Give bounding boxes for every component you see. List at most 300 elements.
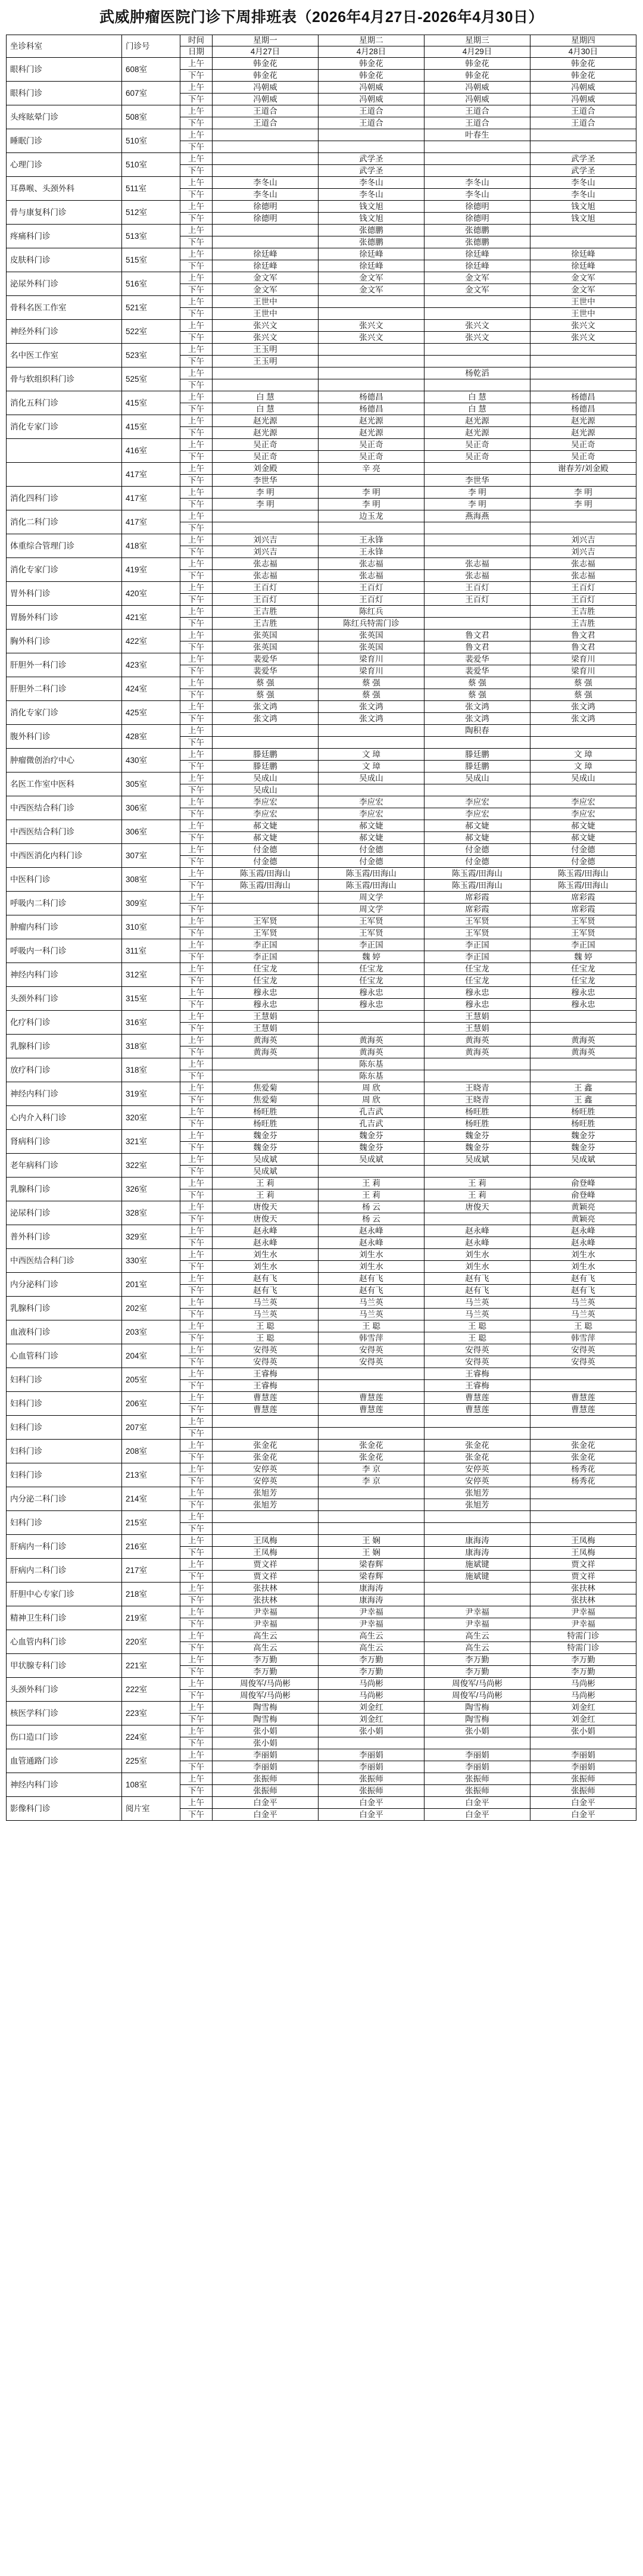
room-number: 224室 — [122, 1725, 180, 1749]
period-pm: 下午 — [180, 1213, 213, 1225]
period-pm: 下午 — [180, 260, 213, 272]
doctor-cell: 赵有飞 — [319, 1285, 424, 1297]
department-name: 核医学科门诊 — [7, 1702, 122, 1725]
doctor-cell: 白金平 — [319, 1797, 424, 1809]
period-am: 上午 — [180, 1225, 213, 1237]
doctor-cell — [530, 379, 636, 391]
doctor-cell: 李正国 — [424, 951, 530, 963]
doctor-cell — [213, 165, 319, 177]
room-number: 415室 — [122, 415, 180, 439]
schedule-row-am — [7, 105, 636, 117]
doctor-cell: 李正国 — [424, 939, 530, 951]
doctor-cell: 王 聪 — [213, 1320, 319, 1332]
doctor-cell: 王军贤 — [530, 927, 636, 939]
doctor-cell: 裴爱华 — [424, 665, 530, 677]
doctor-cell: 王凤梅 — [530, 1547, 636, 1559]
department-name: 妇科门诊 — [7, 1368, 122, 1392]
department-name: 血管通路门诊 — [7, 1749, 122, 1773]
doctor-cell: 蔡 强 — [530, 689, 636, 701]
period-pm: 下午 — [180, 1809, 213, 1821]
doctor-cell — [319, 1368, 424, 1380]
department-name: 头颈外科门诊 — [7, 1678, 122, 1702]
room-number: 417室 — [122, 487, 180, 510]
doctor-cell: 王世中 — [530, 296, 636, 308]
doctor-cell: 安得英 — [530, 1344, 636, 1356]
doctor-cell: 燕海燕 — [424, 510, 530, 522]
doctor-cell: 张英国 — [213, 641, 319, 653]
doctor-cell: 王军贤 — [424, 927, 530, 939]
period-am: 上午 — [180, 1273, 213, 1285]
room-number: 214室 — [122, 1487, 180, 1511]
doctor-cell: 张振师 — [213, 1773, 319, 1785]
period-am: 上午 — [180, 987, 213, 999]
period-pm: 下午 — [180, 284, 213, 296]
period-pm: 下午 — [180, 1547, 213, 1559]
doctor-cell: 康海涛 — [319, 1594, 424, 1606]
doctor-cell: 张文鸿 — [319, 713, 424, 725]
doctor-cell: 赵永峰 — [319, 1237, 424, 1249]
doctor-cell: 李丽娟 — [424, 1749, 530, 1761]
doctor-cell: 李冬山 — [424, 177, 530, 189]
doctor-cell: 王 聪 — [424, 1332, 530, 1344]
department-name: 老年病科门诊 — [7, 1154, 122, 1178]
doctor-cell: 杨秀花 — [530, 1463, 636, 1475]
doctor-cell: 张德鹏 — [424, 236, 530, 248]
doctor-cell: 赵永峰 — [424, 1237, 530, 1249]
doctor-cell: 徐廷峰 — [530, 260, 636, 272]
period-pm: 下午 — [180, 832, 213, 844]
doctor-cell: 赵有飞 — [213, 1273, 319, 1285]
doctor-cell: 陈玉霞/田海山 — [319, 880, 424, 892]
period-am: 上午 — [180, 248, 213, 260]
doctor-cell: 钱文旭 — [319, 213, 424, 225]
schedule-row-am — [7, 415, 636, 427]
doctor-cell: 周文学 — [319, 892, 424, 904]
department-name: 神经外科门诊 — [7, 320, 122, 344]
doctor-cell: 任宝龙 — [424, 963, 530, 975]
doctor-cell: 张文鸿 — [319, 701, 424, 713]
schedule-row-am — [7, 701, 636, 713]
period-am: 上午 — [180, 582, 213, 594]
period-am: 上午 — [180, 1487, 213, 1499]
doctor-cell: 韩金花 — [213, 58, 319, 70]
period-pm: 下午 — [180, 1642, 213, 1654]
doctor-cell: 杨旺胜 — [213, 1106, 319, 1118]
period-am: 上午 — [180, 1725, 213, 1737]
doctor-cell: 徐廷峰 — [424, 260, 530, 272]
period-pm: 下午 — [180, 689, 213, 701]
doctor-cell: 王百灯 — [424, 582, 530, 594]
doctor-cell — [213, 737, 319, 749]
period-am: 上午 — [180, 1058, 213, 1070]
doctor-cell: 魏金芬 — [530, 1142, 636, 1154]
room-number: 312室 — [122, 963, 180, 987]
period-am: 上午 — [180, 272, 213, 284]
doctor-cell — [530, 356, 636, 367]
doctor-cell: 贾文祥 — [530, 1559, 636, 1571]
department-name: 呼吸内二科门诊 — [7, 892, 122, 915]
doctor-cell: 刘生水 — [530, 1261, 636, 1273]
doctor-cell: 王 娴 — [319, 1547, 424, 1559]
doctor-cell: 李应宏 — [213, 796, 319, 808]
schedule-row-am — [7, 248, 636, 260]
doctor-cell: 王道合 — [319, 117, 424, 129]
doctor-cell: 赵永峰 — [213, 1237, 319, 1249]
department-name: 乳腺科门诊 — [7, 1035, 122, 1058]
doctor-cell: 曹慧莲 — [530, 1404, 636, 1416]
doctor-cell: 李万勤 — [424, 1654, 530, 1666]
doctor-cell: 赵永峰 — [213, 1225, 319, 1237]
doctor-cell: 王道合 — [530, 105, 636, 117]
room-number: 608室 — [122, 58, 180, 82]
doctor-cell: 陶雪梅 — [424, 1714, 530, 1725]
doctor-cell — [530, 510, 636, 522]
doctor-cell: 张金花 — [424, 1451, 530, 1463]
room-number: 309室 — [122, 892, 180, 915]
department-name: 皮肤科门诊 — [7, 248, 122, 272]
doctor-cell: 李丽娟 — [530, 1761, 636, 1773]
doctor-cell: 刘兴吉 — [530, 534, 636, 546]
room-number: 319室 — [122, 1082, 180, 1106]
doctor-cell: 穆永忠 — [424, 987, 530, 999]
doctor-cell: 王军贤 — [319, 915, 424, 927]
doctor-cell: 魏金芬 — [319, 1142, 424, 1154]
room-number: 216室 — [122, 1535, 180, 1559]
doctor-cell: 辛 亮 — [319, 463, 424, 475]
doctor-cell — [530, 1737, 636, 1749]
department-name: 消化专家门诊 — [7, 701, 122, 725]
doctor-cell: 康海涛 — [424, 1547, 530, 1559]
doctor-cell — [319, 725, 424, 737]
doctor-cell: 张扶林 — [213, 1583, 319, 1594]
doctor-cell: 陈玉霞/田海山 — [424, 880, 530, 892]
doctor-cell — [424, 534, 530, 546]
schedule-row-am — [7, 367, 636, 379]
doctor-cell — [213, 129, 319, 141]
doctor-cell: 安停英 — [213, 1475, 319, 1487]
doctor-cell: 尹幸福 — [213, 1606, 319, 1618]
doctor-cell: 冯朝威 — [213, 82, 319, 94]
period-pm: 下午 — [180, 165, 213, 177]
department-name: 眼科门诊 — [7, 82, 122, 105]
header-date: 日期 — [180, 46, 213, 58]
doctor-cell: 李应宏 — [424, 796, 530, 808]
doctor-cell: 冯朝威 — [530, 82, 636, 94]
doctor-cell: 付金德 — [213, 844, 319, 856]
doctor-cell: 曹慧莲 — [530, 1392, 636, 1404]
schedule-row-am — [7, 606, 636, 618]
doctor-cell: 赵光源 — [424, 415, 530, 427]
room-number: 421室 — [122, 606, 180, 630]
doctor-cell: 蔡 强 — [424, 689, 530, 701]
doctor-cell: 梁育川 — [319, 653, 424, 665]
period-am: 上午 — [180, 510, 213, 522]
schedule-row-am — [7, 582, 636, 594]
schedule-row-am — [7, 653, 636, 665]
header-time: 时间 — [180, 35, 213, 46]
doctor-cell: 周俊军/马尚彬 — [213, 1678, 319, 1690]
doctor-cell: 任宝龙 — [213, 963, 319, 975]
room-number: 219室 — [122, 1606, 180, 1630]
doctor-cell: 白金平 — [530, 1809, 636, 1821]
doctor-cell: 陈玉霞/田海山 — [530, 880, 636, 892]
period-am: 上午 — [180, 939, 213, 951]
doctor-cell: 曹慧莲 — [213, 1404, 319, 1416]
doctor-cell: 张小娟 — [213, 1725, 319, 1737]
department-name: 肾病科门诊 — [7, 1130, 122, 1154]
schedule-row-am — [7, 1511, 636, 1523]
doctor-cell: 李冬山 — [319, 189, 424, 201]
room-number: 221室 — [122, 1654, 180, 1678]
schedule-row-am — [7, 487, 636, 499]
doctor-cell: 付金德 — [319, 844, 424, 856]
period-pm: 下午 — [180, 1261, 213, 1273]
period-am: 上午 — [180, 129, 213, 141]
doctor-cell: 张文鸿 — [530, 713, 636, 725]
doctor-cell: 王 鑫 — [530, 1082, 636, 1094]
department-name: 妇科门诊 — [7, 1511, 122, 1535]
doctor-cell: 金文军 — [213, 272, 319, 284]
department-name: 消化五科门诊 — [7, 391, 122, 415]
doctor-cell: 赵光源 — [319, 427, 424, 439]
period-am: 上午 — [180, 367, 213, 379]
period-pm: 下午 — [180, 1166, 213, 1178]
doctor-cell: 穆永忠 — [530, 987, 636, 999]
doctor-cell: 魏 婷 — [530, 951, 636, 963]
doctor-cell: 李世华 — [424, 475, 530, 487]
department-name: 心血管内科门诊 — [7, 1630, 122, 1654]
room-number: 108室 — [122, 1773, 180, 1797]
department-name: 乳腺科门诊 — [7, 1178, 122, 1201]
doctor-cell: 张兴文 — [424, 320, 530, 332]
doctor-cell — [530, 367, 636, 379]
doctor-cell: 赵光源 — [530, 427, 636, 439]
period-pm: 下午 — [180, 761, 213, 773]
doctor-cell: 王 娴 — [319, 1535, 424, 1547]
doctor-cell: 吴成斌 — [213, 1154, 319, 1166]
period-am: 上午 — [180, 1035, 213, 1046]
doctor-cell: 马尚彬 — [530, 1690, 636, 1702]
doctor-cell — [319, 1428, 424, 1440]
period-pm: 下午 — [180, 1046, 213, 1058]
period-am: 上午 — [180, 1011, 213, 1023]
doctor-cell: 康海涛 — [319, 1583, 424, 1594]
doctor-cell: 王 莉 — [319, 1178, 424, 1189]
doctor-cell: 张扶林 — [213, 1594, 319, 1606]
doctor-cell: 吴成斌 — [319, 1154, 424, 1166]
doctor-cell: 冯朝威 — [530, 94, 636, 105]
doctor-cell: 王慧娟 — [213, 1023, 319, 1035]
doctor-cell: 付金德 — [530, 856, 636, 868]
period-pm: 下午 — [180, 117, 213, 129]
doctor-cell: 杨旺胜 — [213, 1118, 319, 1130]
period-pm: 下午 — [180, 927, 213, 939]
doctor-cell: 魏金芬 — [213, 1130, 319, 1142]
room-number: 329室 — [122, 1225, 180, 1249]
schedule-row-am — [7, 773, 636, 784]
period-pm: 下午 — [180, 665, 213, 677]
doctor-cell: 周 欣 — [319, 1094, 424, 1106]
room-number: 阅片室 — [122, 1797, 180, 1821]
department-name: 肿瘤微创治疗中心 — [7, 749, 122, 773]
room-number: 218室 — [122, 1583, 180, 1606]
doctor-cell — [319, 1380, 424, 1392]
room-number: 207室 — [122, 1416, 180, 1440]
period-pm: 下午 — [180, 618, 213, 630]
doctor-cell — [319, 379, 424, 391]
doctor-cell — [213, 1523, 319, 1535]
doctor-cell: 张扶林 — [530, 1583, 636, 1594]
doctor-cell: 刘金红 — [530, 1714, 636, 1725]
schedule-row-am — [7, 844, 636, 856]
period-am: 上午 — [180, 1154, 213, 1166]
doctor-cell: 王百灯 — [424, 594, 530, 606]
doctor-cell: 裴爱华 — [213, 665, 319, 677]
doctor-cell: 蔡 强 — [213, 677, 319, 689]
doctor-cell: 李丽娟 — [424, 1761, 530, 1773]
doctor-cell: 王睿梅 — [424, 1380, 530, 1392]
period-pm: 下午 — [180, 1475, 213, 1487]
room-number: 416室 — [122, 439, 180, 463]
doctor-cell: 王 聪 — [530, 1320, 636, 1332]
department-name: 神经内科门诊 — [7, 1773, 122, 1797]
doctor-cell: 李 京 — [319, 1475, 424, 1487]
doctor-cell: 曹慧莲 — [319, 1392, 424, 1404]
doctor-cell — [213, 367, 319, 379]
doctor-cell: 吴成斌 — [213, 1166, 319, 1178]
doctor-cell: 武学圣 — [530, 153, 636, 165]
room-number: 516室 — [122, 272, 180, 296]
doctor-cell: 王军贤 — [424, 915, 530, 927]
room-number: 322室 — [122, 1154, 180, 1178]
department-name: 心理门诊 — [7, 153, 122, 177]
schedule-row-am — [7, 1011, 636, 1023]
doctor-cell: 王凤梅 — [530, 1535, 636, 1547]
doctor-cell: 尹幸福 — [424, 1606, 530, 1618]
department-name: 中西医结合科门诊 — [7, 1249, 122, 1273]
doctor-cell — [424, 1166, 530, 1178]
department-name: 头疼眩晕门诊 — [7, 105, 122, 129]
room-number: 328室 — [122, 1201, 180, 1225]
doctor-cell — [319, 1011, 424, 1023]
doctor-cell: 赵有飞 — [530, 1285, 636, 1297]
period-am: 上午 — [180, 1749, 213, 1761]
room-number: 420室 — [122, 582, 180, 606]
doctor-cell: 王吉胜 — [213, 618, 319, 630]
doctor-cell: 李应宏 — [424, 808, 530, 820]
doctor-cell — [424, 546, 530, 558]
period-am: 上午 — [180, 391, 213, 403]
doctor-cell: 张金花 — [319, 1451, 424, 1463]
doctor-cell: 陶雪梅 — [213, 1702, 319, 1714]
department-name: 胃外科门诊 — [7, 582, 122, 606]
department-name: 心内介入科门诊 — [7, 1106, 122, 1130]
doctor-cell: 尹幸福 — [530, 1618, 636, 1630]
schedule-row-am — [7, 1201, 636, 1213]
doctor-cell: 吴成斌 — [530, 1154, 636, 1166]
period-pm: 下午 — [180, 1356, 213, 1368]
doctor-cell — [319, 784, 424, 796]
department-name: 血液科门诊 — [7, 1320, 122, 1344]
doctor-cell: 焦爱菊 — [213, 1082, 319, 1094]
doctor-cell: 王 聪 — [213, 1332, 319, 1344]
doctor-cell: 金文军 — [213, 284, 319, 296]
period-pm: 下午 — [180, 1070, 213, 1082]
doctor-cell: 张小娟 — [319, 1725, 424, 1737]
schedule-row-am — [7, 344, 636, 356]
department-name: 骨科名医工作室 — [7, 296, 122, 320]
doctor-cell — [530, 1523, 636, 1535]
period-am: 上午 — [180, 606, 213, 618]
doctor-cell: 金文军 — [319, 272, 424, 284]
doctor-cell: 李 明 — [530, 499, 636, 510]
doctor-cell: 郝文婕 — [319, 832, 424, 844]
doctor-cell: 张金花 — [213, 1451, 319, 1463]
doctor-cell: 李冬山 — [319, 177, 424, 189]
doctor-cell: 赵光源 — [319, 415, 424, 427]
schedule-row-am — [7, 677, 636, 689]
period-pm: 下午 — [180, 308, 213, 320]
doctor-cell: 武学圣 — [319, 165, 424, 177]
period-pm: 下午 — [180, 1118, 213, 1130]
schedule-row-am — [7, 534, 636, 546]
doctor-cell: 李丽娟 — [530, 1749, 636, 1761]
doctor-cell: 王军贤 — [319, 927, 424, 939]
doctor-cell: 蔡 强 — [213, 689, 319, 701]
doctor-cell: 刘生水 — [319, 1249, 424, 1261]
schedule-row-am — [7, 153, 636, 165]
period-am: 上午 — [180, 1368, 213, 1380]
room-number: 316室 — [122, 1011, 180, 1035]
doctor-cell: 徐廷峰 — [319, 260, 424, 272]
doctor-cell: 李丽娟 — [319, 1761, 424, 1773]
period-am: 上午 — [180, 630, 213, 641]
doctor-cell: 杨旺胜 — [530, 1118, 636, 1130]
department-name: 心血管科门诊 — [7, 1344, 122, 1368]
doctor-cell — [213, 141, 319, 153]
doctor-cell: 张德鹏 — [319, 225, 424, 236]
doctor-cell: 叶春生 — [424, 129, 530, 141]
doctor-cell: 张小娟 — [424, 1725, 530, 1737]
doctor-cell: 王 聪 — [424, 1320, 530, 1332]
room-number: 510室 — [122, 153, 180, 177]
doctor-cell: 白金平 — [213, 1809, 319, 1821]
schedule-row-am — [7, 177, 636, 189]
doctor-cell — [213, 1070, 319, 1082]
doctor-cell: 张英国 — [213, 630, 319, 641]
doctor-cell — [424, 1058, 530, 1070]
department-name: 伤口造口门诊 — [7, 1725, 122, 1749]
room-number: 415室 — [122, 391, 180, 415]
doctor-cell: 蔡 强 — [319, 689, 424, 701]
doctor-cell: 王吉胜 — [530, 606, 636, 618]
room-number: 424室 — [122, 677, 180, 701]
schedule-row-am — [7, 439, 636, 451]
period-am: 上午 — [180, 558, 213, 570]
doctor-cell: 徐廷峰 — [319, 248, 424, 260]
schedule-row-am — [7, 1702, 636, 1714]
doctor-cell: 马兰英 — [213, 1297, 319, 1309]
doctor-cell: 孔吉武 — [319, 1106, 424, 1118]
doctor-cell: 刘生水 — [213, 1261, 319, 1273]
period-pm: 下午 — [180, 951, 213, 963]
room-number: 307室 — [122, 844, 180, 868]
period-pm: 下午 — [180, 70, 213, 82]
doctor-cell: 特需门诊 — [530, 1642, 636, 1654]
schedule-row-am — [7, 939, 636, 951]
doctor-cell: 高生云 — [424, 1642, 530, 1654]
doctor-cell: 曹慧莲 — [424, 1392, 530, 1404]
